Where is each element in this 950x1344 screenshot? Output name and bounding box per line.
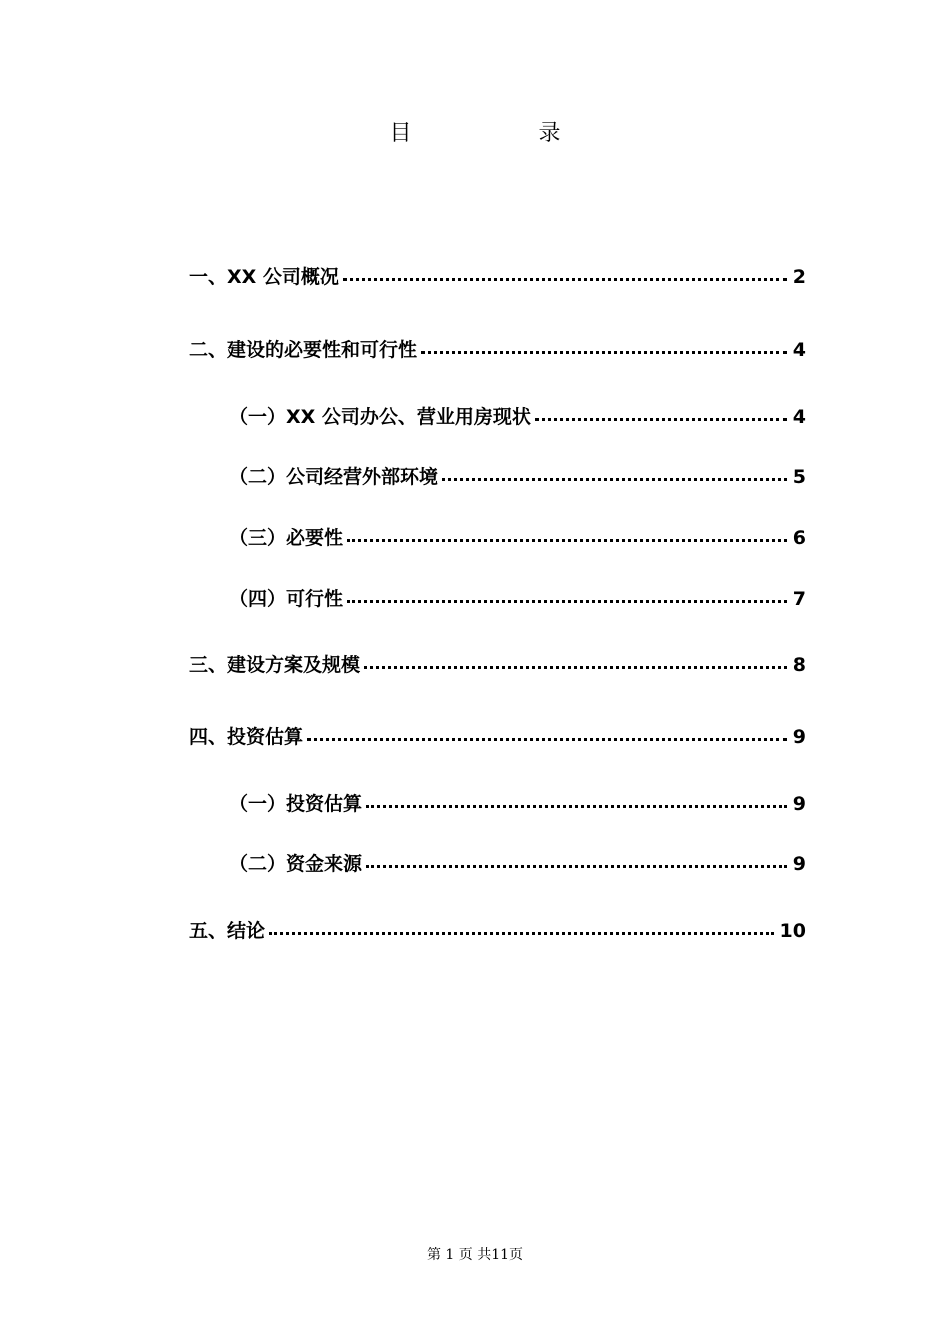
- toc-entry-page: 9: [792, 793, 806, 815]
- toc-entry-page: 4: [792, 339, 806, 361]
- toc-dot-leader: [347, 525, 787, 544]
- page-footer: 第 1 页 共11页: [426, 1247, 524, 1263]
- toc-entry-label: （二）资金来源: [229, 853, 363, 875]
- toc-dot-leader: [535, 404, 787, 423]
- toc-entry-label: （四）可行性: [229, 588, 344, 610]
- toc-dot-leader: [366, 851, 787, 870]
- toc-entry[interactable]: [229, 523, 806, 550]
- toc-entry-page: 10: [779, 920, 806, 942]
- toc-entry[interactable]: [229, 789, 806, 816]
- toc-entry[interactable]: [189, 650, 806, 677]
- toc-entry-label: 四、投资估算: [189, 726, 304, 748]
- toc-dot-leader: [269, 918, 774, 937]
- toc-entry[interactable]: [229, 462, 806, 489]
- toc-dot-leader: [442, 464, 787, 483]
- toc-entry-page: 5: [792, 466, 806, 488]
- toc-dot-leader: [421, 337, 787, 356]
- toc-entry-label: 三、建设方案及规模: [189, 654, 361, 676]
- page-title: 目 录: [389, 121, 621, 146]
- toc-dot-leader: [343, 264, 787, 283]
- toc-entry-page: 9: [792, 726, 806, 748]
- toc-dot-leader: [364, 652, 787, 671]
- toc-entry[interactable]: [189, 916, 806, 943]
- toc-entry[interactable]: [229, 584, 806, 611]
- toc-dot-leader: [347, 586, 787, 605]
- toc-entry-label: （二）公司经营外部环境: [229, 466, 439, 488]
- toc-entry-label: 二、建设的必要性和可行性: [189, 339, 418, 361]
- toc-entry-page: 6: [792, 527, 806, 549]
- toc-entry-label: 五、结论: [189, 920, 266, 942]
- toc-entry-page: 7: [792, 588, 806, 610]
- toc-entry[interactable]: [229, 402, 806, 429]
- toc-entry-page: 2: [792, 266, 806, 288]
- toc-dot-leader: [366, 791, 787, 810]
- toc-entry[interactable]: [229, 849, 806, 876]
- toc-entry-label: （一）XX 公司办公、营业用房现状: [229, 406, 531, 428]
- toc-entry-page: 8: [792, 654, 806, 676]
- toc-entry-page: 4: [792, 406, 806, 428]
- toc-entry[interactable]: [189, 262, 806, 289]
- toc-entry[interactable]: [189, 335, 806, 362]
- toc-dot-leader: [307, 724, 787, 743]
- toc-entry-label: （三）必要性: [229, 527, 344, 549]
- toc-entry-label: （一）投资估算: [229, 793, 363, 815]
- toc-entry-label: 一、XX 公司概况: [189, 266, 339, 288]
- toc-entry[interactable]: [189, 722, 806, 749]
- toc-entry-page: 9: [792, 853, 806, 875]
